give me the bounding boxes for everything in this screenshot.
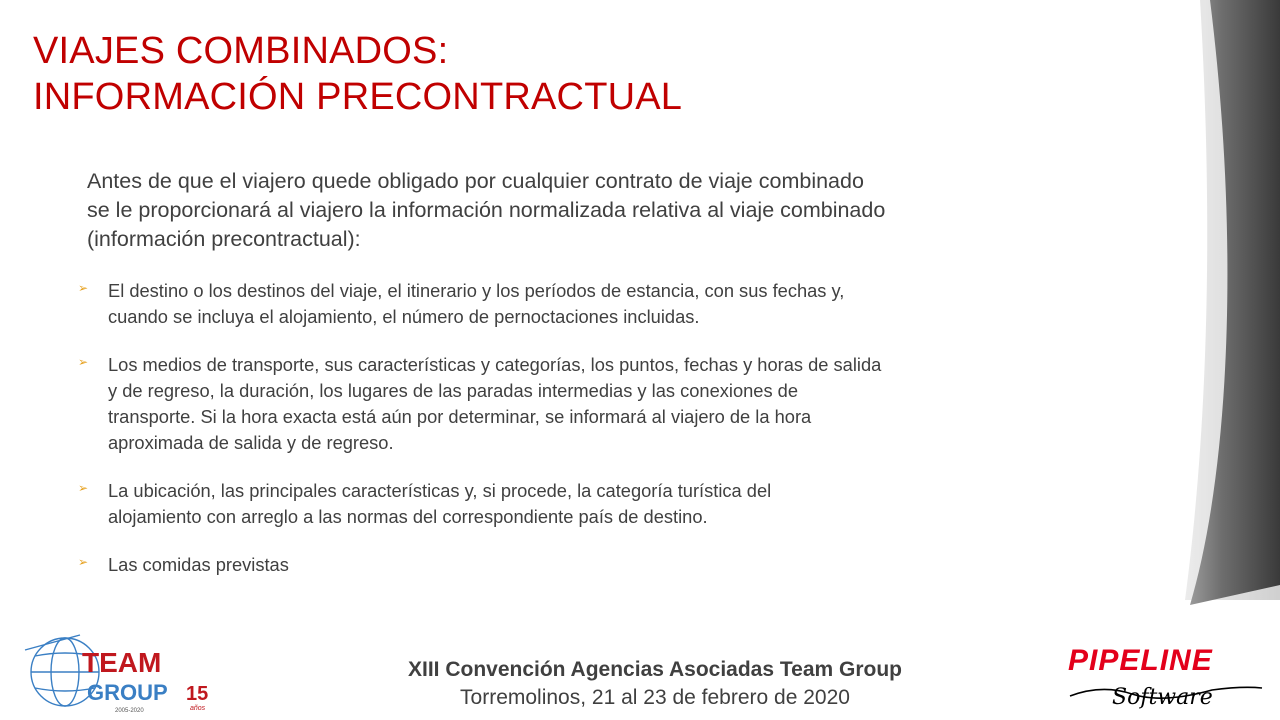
team-group-logo (20, 630, 230, 715)
bullet-item (78, 478, 1088, 530)
logo-anos-text: años (190, 705, 206, 712)
bullet-line: transporte. Si la hora exacta está aún por determinar, se informará al viajero de la hora (108, 406, 812, 427)
intro-line-3: (información precontractual): (87, 227, 361, 251)
bullet-item (78, 278, 1088, 330)
footer-event-date: Torremolinos, 21 al 23 de febrero de 2020 (460, 686, 850, 709)
bullet-line: Los medios de transporte, sus características y categorías, los puntos, fechas y horas de salida (108, 354, 882, 375)
bullet-line: y de regreso, la duración, los lugares de las paradas intermedias y las conexiones de (108, 380, 799, 401)
bullet-line: cuando se incluya el alojamiento, el número de pernoctaciones incluidas. (108, 306, 700, 327)
logo-pipeline-text: PIPELINE (1068, 644, 1213, 677)
logo-15-text: 15 (186, 683, 209, 705)
title-line-2: INFORMACIÓN PRECONTRACTUAL (33, 76, 683, 118)
bullet-text (108, 478, 1088, 530)
logo-team-text: TEAM (82, 647, 162, 678)
bullet-line: La ubicación, las principales características y, si procede, la categoría turística del (108, 480, 772, 501)
bullet-line: aproximada de salida y de regreso. (108, 432, 394, 453)
arrow-bullet-icon: ➢ (78, 481, 89, 495)
footer-event-title: XIII Convención Agencias Asociadas Team Group (407, 658, 902, 681)
bullet-line: El destino o los destinos del viaje, el itinerario y los períodos de estancia, con sus fechas y, (108, 280, 845, 301)
footer (340, 656, 970, 712)
bullet-text (108, 552, 1088, 578)
pipeline-software-logo (1062, 638, 1267, 716)
arrow-bullet-icon: ➢ (78, 555, 89, 569)
logo-software-text: Software (1112, 685, 1213, 710)
bullet-item (78, 552, 1088, 578)
intro-paragraph (87, 167, 1087, 254)
intro-line-2: se le proporcionará al viajero la información normalizada relativa al viaje combinado (87, 198, 886, 222)
title-line-1: VIAJES COMBINADOS: (33, 30, 449, 72)
arrow-bullet-icon: ➢ (78, 281, 89, 295)
bullet-item (78, 352, 1088, 456)
arrow-bullet-icon: ➢ (78, 355, 89, 369)
bullet-text (108, 352, 1088, 456)
bullet-line: alojamiento con arreglo a las normas del correspondiente país de destino. (108, 506, 708, 527)
intro-line-1: Antes de que el viajero quede obligado por cualquier contrato de viaje combinado (87, 169, 864, 193)
logo-years-text: 2005-2020 (115, 708, 144, 714)
bullet-line: Las comidas previstas (108, 554, 289, 575)
bullet-text (108, 278, 1088, 330)
logo-group-text: GROUP (87, 680, 168, 705)
slide-title (33, 28, 682, 120)
